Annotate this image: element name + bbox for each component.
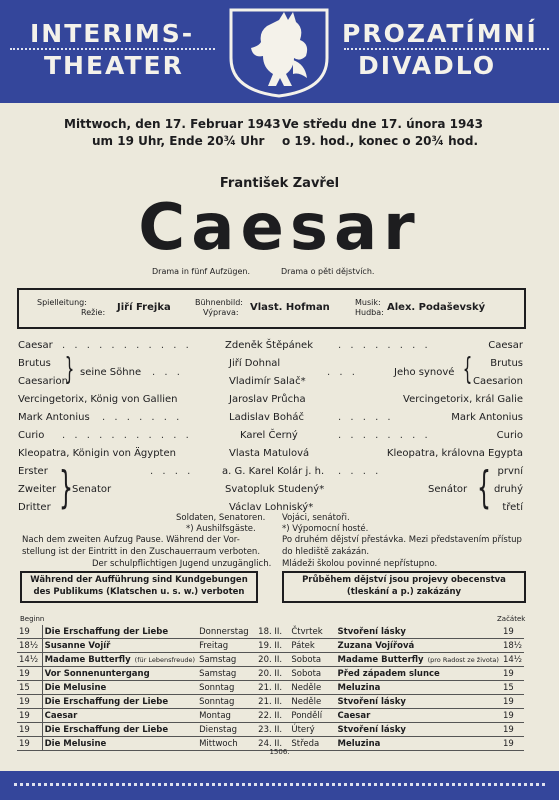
schedule-head-left: Beginn [20,615,45,623]
schedule-date: 24. II. [258,738,283,749]
schedule-date: 19. II. [258,640,283,651]
author: František Zavřel [219,176,340,191]
cast-actor: Zdeněk Štěpánek [225,340,313,351]
note-cz-entry: do hlediště zakázán. [282,547,370,557]
footer-ornament-band [0,771,559,800]
schedule-day-de: Sonntag [199,696,235,707]
note-cz-extras: Vojáci, senátoři. [282,513,350,523]
schedule-day-de: Freitag [199,640,229,651]
cast-role-cz: Mark Antonius [451,412,523,423]
schedule-play-de: Die Melusine [44,682,107,693]
cast-role-de: Vercingetorix, König von Gallien [18,394,178,405]
direction-label-cz: Režie: [81,308,106,317]
schedule-play-cz: Madame Butterfly [337,654,424,665]
schedule-time: 14½ [19,654,39,665]
stage-label-cz: Výprava: [203,308,239,317]
schedule-day-de: Donnerstag [199,626,249,637]
cast-role-cz: Brutus [490,358,523,369]
date-cz-line2: o 19. hod., konec o 20¾ hod. [282,134,479,148]
leader-dots: . . . . [338,466,382,477]
brace-sons-de: } [64,352,75,387]
schedule-play-cz: Zuzana Vojířová [337,640,415,651]
cast-actor: Jaroslav Průcha [229,394,306,405]
leader-dots: . . . . . . . . . . . [62,430,192,441]
schedule-day-cz: Středa [291,738,320,749]
schedule-time: 19 [19,724,30,735]
schedule-time: 19 [19,738,30,749]
schedule-play-cz: Stvoření lásky [337,696,406,707]
schedule-row [17,723,524,737]
cast-actor: Václav Lohniský* [229,502,314,513]
music-label-cz: Hudba: [355,308,384,317]
schedule-day-de: Mittwoch [199,738,238,749]
genre-cz: Drama o pěti dějstvích. [281,267,375,276]
cast-role-de: Caesarion [18,376,68,387]
schedule-time-cz: 18½ [502,640,522,651]
cast-role-cz: třetí [502,502,523,513]
leader-dots: . . . . . [338,412,394,423]
stage-label-de: Bühnenbild: [195,298,243,307]
cast-role-cz: Curio [496,430,523,441]
header-right-line1: PROZATÍMNÍ [342,19,538,48]
schedule-time-cz: 19 [502,668,514,679]
lion-coat-of-arms-icon [227,6,331,98]
schedule-time: 15 [19,682,30,693]
brace-sons-cz: { [462,352,473,387]
schedule-play-de: Die Erschaffung der Liebe [44,626,169,637]
schedule-time-cz: 15 [502,682,514,693]
note-de-pause: Nach dem zweiten Aufzug Pause. Während der Vor- [22,535,240,545]
header-band [0,0,559,103]
leader-dots: . . . [152,367,183,378]
cast-role-cz: Caesarion [473,376,523,387]
schedule-time-cz: 19 [502,724,514,735]
schedule-day-cz: Neděle [291,682,322,693]
note-cz-pause: Po druhém dějství přestávka. Mezi představením přístup [282,535,522,545]
schedule-table [17,625,524,751]
schedule-play-de-note: (für Lebensfreude) [134,655,196,664]
cast-role-de: Dritter [18,502,51,513]
schedule-play-de: Die Melusine [44,738,107,749]
music-name: Alex. Podaševský [387,302,486,313]
cast-role-cz: Kleopatra, královna Egypta [386,448,523,459]
cast-role-de: Caesar [18,340,53,351]
schedule-time-cz: 19 [502,738,514,749]
note-de-youth: Der schulpflichtigen Jugend unzugänglich. [92,559,272,569]
leader-dots: . . . . [150,466,194,477]
schedule-play-de: Madame Butterfly [44,654,131,665]
schedule-date: 18. II. [258,626,283,637]
header-right-line2: DIVADLO [358,51,497,80]
brace-senator-cz: { [477,462,491,513]
leader-dots: . . . . . . . [102,412,183,423]
warn-de-line2: des Publikums (Klatschen u. s. w.) verboten [33,587,245,597]
schedule-date: 23. II. [258,724,283,735]
schedule-play-cz: Před západem slunce [337,668,440,679]
schedule-play-de: Die Erschaffung der Liebe [44,696,169,707]
schedule-row [17,625,524,639]
schedule-time-cz: 19 [502,710,514,721]
warning-box-cz [282,571,526,603]
schedule-day-cz: Pátek [291,640,315,651]
schedule-time-cz: 14½ [502,654,522,665]
schedule-head-right: Začátek [497,615,526,623]
schedule-play-cz: Stvoření lásky [337,724,406,735]
date-de-line2: um 19 Uhr, Ende 20¾ Uhr [92,134,265,148]
leader-dots: . . . [327,367,358,378]
note-de-guests: *) Aushilfsgäste. [186,524,256,534]
header-left-line1: INTERIMS- [30,19,195,48]
schedule-time: 19 [19,696,30,707]
group-senator-cz: Senátor [428,484,468,495]
schedule-time: 19 [19,626,30,637]
cast-role-cz: Vercingetorix, král Galie [403,394,523,405]
schedule-play-de: Caesar [44,710,78,721]
footer-ornament-rule [14,783,545,786]
cast-role-de: Erster [18,466,48,477]
warn-cz-line2: (tleskání a p.) zakázány [346,587,462,597]
schedule-date: 22. II. [258,710,283,721]
schedule-time: 19 [19,668,30,679]
schedule-day-cz: Sobota [291,654,322,665]
note-de-extras: Soldaten, Senatoren. [176,513,266,523]
date-de-line1: Mittwoch, den 17. Februar 1943 [64,117,281,131]
cast-role-de: Curio [18,430,45,441]
schedule-date: 21. II. [258,696,283,707]
schedule-day-de: Samstag [199,654,237,665]
schedule-play-cz: Caesar [337,710,371,721]
schedule-date: 20. II. [258,668,283,679]
date-cz-line1: Ve středu dne 17. února 1943 [282,117,483,131]
schedule-row [17,709,524,723]
schedule-play-de: Susanne Vojíř [44,640,111,651]
play-title: Caesar [138,191,421,265]
schedule-date: 21. II. [258,682,283,693]
cast-role-de: Kleopatra, Königin von Ägypten [18,448,176,459]
schedule-row [17,681,524,695]
cast-actor: Vlasta Matulová [229,448,310,459]
leader-dots: . . . . . . . . . . . [62,340,192,351]
cast-role-de: Mark Antonius [18,412,90,423]
schedule-day-de: Dienstag [199,724,237,735]
schedule-time-cz: 19 [502,626,514,637]
schedule-play-cz: Meluzina [337,738,381,749]
cast-actor: Jiří Dohnal [229,358,281,369]
leader-dots: . . . . . . . . [338,430,431,441]
cast-role-de: Zweiter [18,484,57,495]
note-cz-guests: *) Výpomocní hosté. [282,524,369,534]
cast-role-de: Brutus [18,358,51,369]
music-label-de: Musik: [355,298,381,307]
schedule-day-cz: Neděle [291,696,322,707]
cast-actor: Vladimír Salač* [229,376,306,387]
schedule-day-cz: Úterý [291,724,315,735]
cast-role-cz: druhý [493,484,523,495]
crew-box [17,288,526,329]
schedule-day-de: Sonntag [199,682,235,693]
direction-name: Jiří Frejka [117,302,171,313]
header-left-line2: THEATER [44,51,184,80]
schedule-day-de: Samstag [199,668,237,679]
schedule-play-cz: Meluzina [337,682,381,693]
cast-actor: Svatopluk Studený* [225,484,325,495]
schedule-time-cz: 19 [502,696,514,707]
warn-cz-line1: Průběhem dějství jsou projevy obecenstva [302,575,506,585]
schedule-row [17,667,524,681]
schedule-row [17,639,524,653]
schedule-day-de: Montag [199,710,231,721]
schedule-row [17,653,524,667]
note-de-entry: stellung ist der Eintritt in den Zuschauerraum verboten. [22,547,261,557]
schedule-play-cz: Stvoření lásky [337,626,406,637]
warn-de-line1: Während der Aufführung sind Kundgebungen [30,575,248,585]
group-senator-de: Senator [72,484,112,495]
genre-de: Drama in fünf Aufzügen. [152,267,250,276]
leader-dots: . . . . . . . . [338,340,431,351]
schedule-play-de: Die Erschaffung der Liebe [44,724,169,735]
cast-actor: a. G. Karel Kolár j. h. [222,466,325,477]
print-number: 1506. [269,748,290,756]
warning-box-de [20,571,258,603]
cast-actor: Karel Černý [240,430,298,441]
group-sons-cz: Jeho synové [394,367,455,378]
stage-name: Vlast. Hofman [250,302,330,313]
note-cz-youth: Mládeži školou povinné nepřístupno. [282,559,438,569]
cast-role-cz: Caesar [488,340,523,351]
schedule-time: 18½ [19,640,39,651]
direction-label-de: Spielleitung: [37,298,87,307]
group-sons-de: seine Söhne [80,367,142,378]
brace-senator-de: } [59,462,73,513]
cast-actor: Ladislav Boháč [229,412,304,423]
schedule-day-cz: Pondělí [291,710,323,721]
schedule-day-cz: Sobota [291,668,322,679]
schedule-play-de: Vor Sonnenuntergang [44,668,150,679]
schedule-play-cz-note: (pro Radost ze života) [427,655,499,664]
schedule-time: 19 [19,710,30,721]
schedule-date: 20. II. [258,654,283,665]
schedule-row [17,695,524,709]
cast-role-cz: první [497,466,523,477]
schedule-day-cz: Čtvrtek [291,626,323,637]
